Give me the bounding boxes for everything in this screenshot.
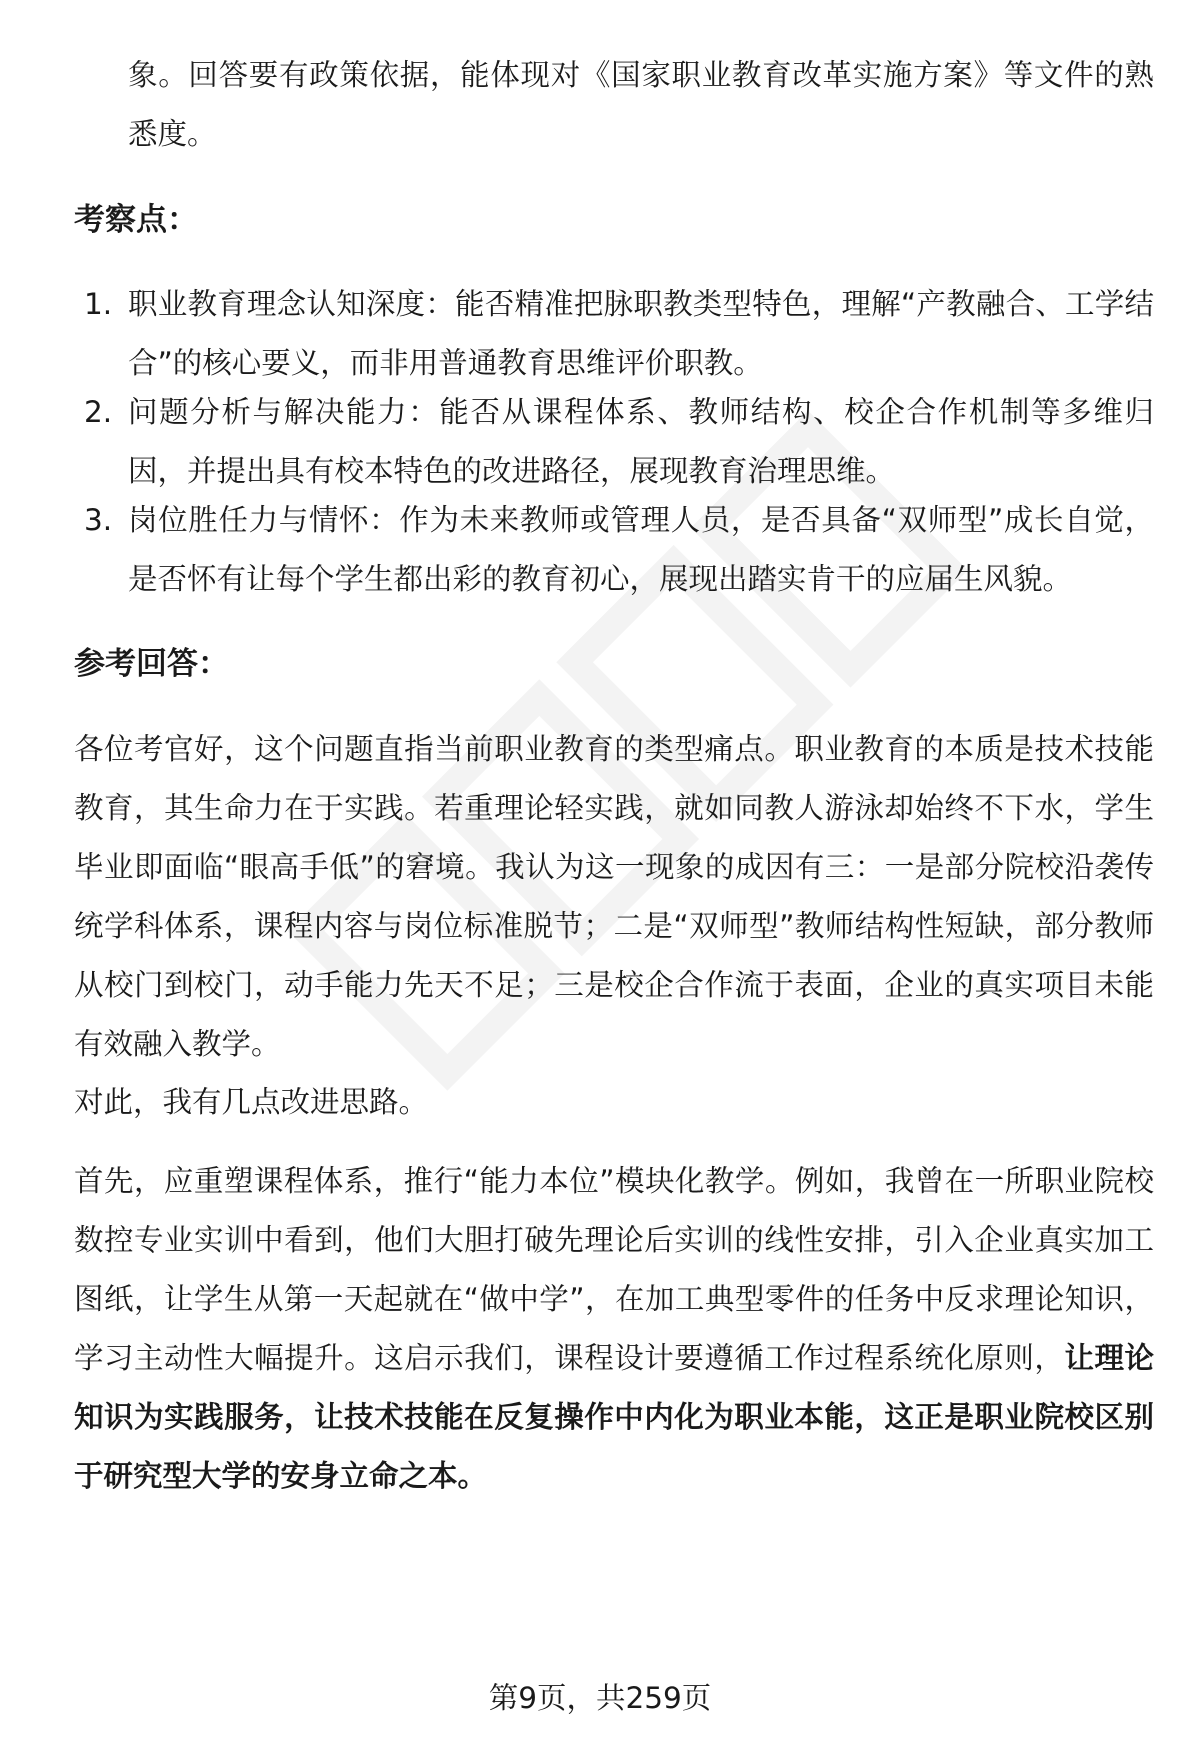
list-item xyxy=(84,491,1154,609)
section-heading-answer: 参考回答： xyxy=(74,646,229,682)
list-item-text: 岗位胜任力与情怀：作为未来教师或管理人员，是否具备“双师型”成长自觉，是否怀有让每个学生都出彩的教育初心，展现出踏实肯干的应届生风貌。 xyxy=(128,503,1154,596)
answer-paragraph-3-emphasis: 让理论知识为实践服务，让技术技能在反复操作中内化为职业本能，这正是职业院校区别于研究型大学的安身立命之本。 xyxy=(74,1341,1154,1493)
section-heading-points: 考察点： xyxy=(74,202,198,238)
list-item xyxy=(84,275,1154,393)
list-item-text: 问题分析与解决能力：能否从课程体系、教师结构、校企合作机制等多维归因，并提出具有校本特色的改进路径，展现教育治理思维。 xyxy=(128,395,1154,488)
answer-paragraph-1: 各位考官好，这个问题直指当前职业教育的类型痛点。职业教育的本质是技术技能教育，其生命力在于实践。若重理论轻实践，就如同教人游泳却始终不下水，学生毕业即面临“眼高手低”的窘境。我认为这一现象的成因有三：一是部分院校沿袭传统学科体系，课程内容与岗位标准脱节；二是“双师型”教师结构性短缺，部分教师从校门到校门，动手能力先天不足；三是校企合作流于表面，企业的真实项目未能有效融入教学。 xyxy=(74,732,1154,1061)
list-item xyxy=(84,383,1154,501)
list-item-number: 2. xyxy=(84,395,113,429)
list-item-number: 1. xyxy=(84,287,113,321)
intro-continued-paragraph: 象。回答要有政策依据，能体现对《国家职业教育改革实施方案》等文件的熟悉度。 xyxy=(128,58,1154,151)
page-number-footer: 第9页，共259页 xyxy=(488,1681,712,1715)
answer-paragraph-3 xyxy=(74,1152,1154,1506)
answer-paragraph-2: 对此，我有几点改进思路。 xyxy=(74,1085,429,1119)
list-item-number: 3. xyxy=(84,503,113,537)
answer-paragraph-3-text: 首先，应重塑课程体系，推行“能力本位”模块化教学。例如，我曾在一所职业院校数控专业实训中看到，他们大胆打破先理论后实训的线性安排，引入企业真实加工图纸，让学生从第一天起就在“做中学”，在加工典型零件的任务中反求理论知识，学习主动性大幅提升。这启示我们，课程设计要遵循工作过程系统化原则， xyxy=(74,1164,1154,1375)
list-item-text: 职业教育理念认知深度：能否精准把脉职教类型特色，理解“产教融合、工学结合”的核心要义，而非用普通教育思维评价职教。 xyxy=(128,287,1154,380)
